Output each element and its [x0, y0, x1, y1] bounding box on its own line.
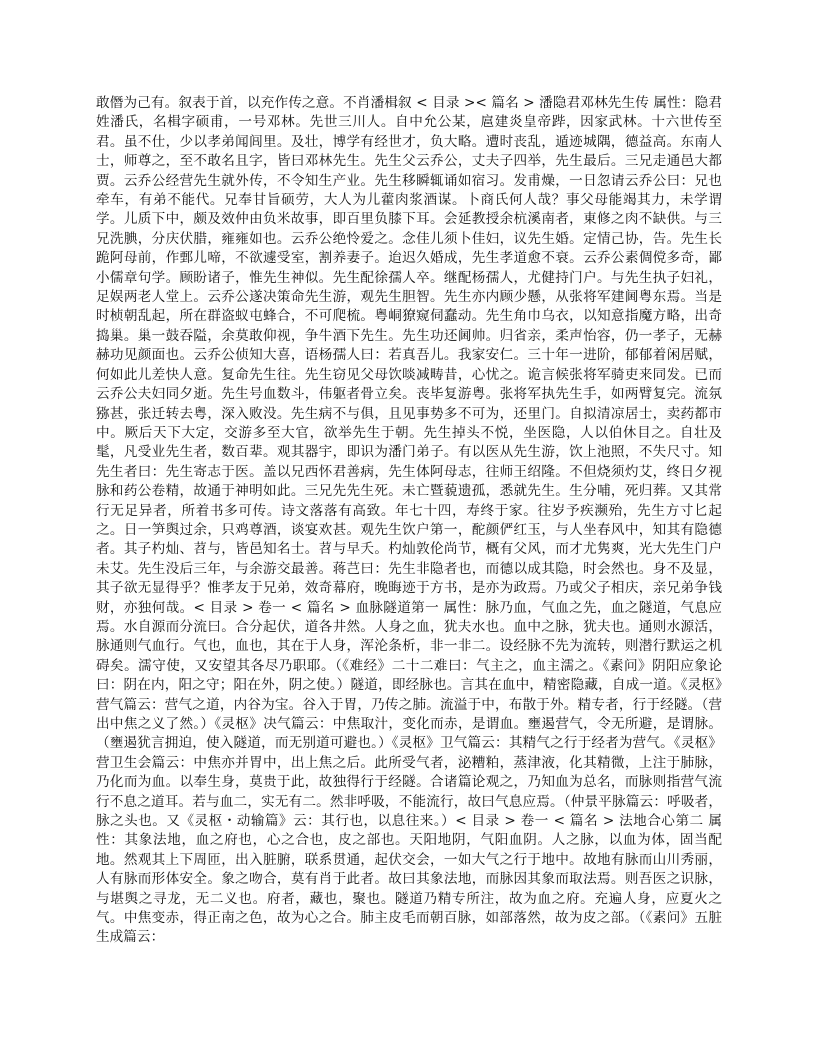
- body-text: 敢僭为己有。叙表于首，以充作传之意。不肖潘楫叙 < 目录 >< 篇名 > 潘隐君邓林先生传 属性：隐君姓潘氏，名楫字硕甫，一号邓林。先世三川人。自中允公某，扈建炎皇帝跸，因家武林。十六世传至君。虽不仕，少以孝弟闻闾里。及壮，博学有经世才，负大略。遭时丧乱，遁迹城隅，德益高。东南人士，师尊之，至不敢名且字，皆曰邓林先生。先生父云乔公，丈夫子四举，先生最后。三兄走通邑大都贾。云乔公经营先生就外传，不令知生产业。先生移瞬辄诵如宿习。发甫燥，一日忽请云乔公曰：兄也牵车，有弟不能代。兄奉甘旨硕劳，大人为儿藿肉浆酒谋。卜商氏何人哉？事父母能竭其力，未学谓学。儿质下中，颇及效仲由负米故事，即百里负膝下耳。会延教授余杭溪南者，東修之肉不缺供。与三兄洗腆，分庆伏腊，雍雍如也。云乔公绝怜爱之。念佳儿须卜佳妇，议先生婚。定情己协，告。先生长跪阿母前，作鄄儿啼，不欲遽受室，割养妻子。迨迟久婚成，先生孝道愈不衰。云乔公素倜傥多奇，鄙小儒章句学。顾盼诸子，惟先生神似。先生配徐孺人卒。继配杨孺人，尤健持门户。与先生执子妇礼，足娱两老人堂上。云乔公遂决策命先生游，观先生胆智。先生亦内顾少懸，从张将军建阃粤东焉。当是时桢朝乱起，所在群盗蚁屯蜂合，不可爬梳。粤峒獠窥伺蠢动。先生角巾乌衣，以知意指魔方略，出奇捣巢。巢一鼓吞隘，余莫敢仰视，争牛酒下先生。先生功还阃帅。归省亲，柔声怡容，仍一孝子，无赫赫功见颜面也。云乔公侦知大喜，语杨孺人曰：若真吾儿。我家安仁。三十年一进阶，郁郁着闲居赋，何如此儿差快人意。复命先生往。先生窃见父母饮啖减畴昔，心忧之。诡言候张将军骑吏来同发。已而云乔公夫妇同夕逝。先生号血数斗，伟躯者骨立矣。丧毕复游粤。张将军执先生手，如两臂复完。流氛猕甚，张迁转去粤，深入败没。先生病不与俱，且见事势多不可为，还里门。自拟清凉居士，卖药都市中。厥后天下大定，交游多至大官，欲举先生于朝。先生掉头不悦，坐医隐，人以伯休目之。自壮及髦，凡受业先生者，数百辈。观其器宇，即识为潘门弟子。有以医从先生游，饮上池照，不失尺寸。知先生者曰：先生寄志于医。盖以兄西怀君善病，先生体阿母志，往师王绍隆。不但烧须灼艾，终日夕视脉和药公卷精，故通于神明如此。三兄先先生死。未亡暨藐遗孤，悉就先生。生分哺，死归葬。又其常行无足异者，所着书多可传。诗文落落有高致。年七十四，寿终于家。往岁予疾濒殆，先生方寸匕起之。日一笋舆过余，只鸡尊酒，谈宴欢甚。观先生饮户第一，酡颜俨红玉，与人坐春风中，知其有隐德者。其子杓灿、苕与，皆邑知名士。苕与早夭。杓灿敦伦尚节，概有父风，而才尤隽爽，光大先生门户未艾。先生没后三年，与余游交最善。蒋芑曰：先生非隐者也，而德以成其隐，时会然也。身不及显，其子欲无显得乎？惟孝友于兄弟，效奇幕府，晚晦迹于方书，是亦为政焉。乃或父子相庆，亲兄弟争钱财，亦独何哉。< 目录 > 卷一 < 篇名 > 血脉隧道第一 属性：脉乃血，气血之先，血之隧道，气息应焉。水自源而分流曰。合分起伏，道各井然。人身之血，犹夫水也。血中之脉，犹夫也。通则水源活，脉通则气血行。气也，血也，其在于人身，浑沦条析，非一非二。设经脉不先为流转，则潜行默运之机碍矣。濡守使，又安望其各尽乃职耶。（《难经》二十二难曰：气主之，血主濡之。《素问》阴阳应象论曰：阴在内，阳之守；阳在外，阴之使。）隧道，即经脉也。言其在血中，精密隐藏，自成一道。《灵枢》营气篇云：营气之道，内谷为宝。谷入于胃，乃传之肺。流溢于中，布散于外。精专者，行于经隧。（营出中焦之义了然。）《灵枢》决气篇云：中焦取汁，变化而赤，是谓血。壅遏营气，令无所避，是谓脉。（壅遏犹言拥迫，使入隧道，而无别道可避也。）《灵枢》卫气篇云：其精气之行于经者为营气。《灵枢》营卫生会篇云：中焦亦并胃中，出上焦之后。此所受气者，泌糟粕，蒸津液，化其精微，上注于肺脉，乃化而为血。以奉生身，莫贵于此，故独得行于经隧。合诸篇论观之，乃知血为总名，而脉则指营气流行不息之道耳。若与血二，实无有二。然非呼吸，不能流行，故曰气息应焉。（仲景平脉篇云：呼吸者，脉之头也。又《灵枢・动输篇》云：其行也，以息往来。）< 目录 > 卷一 < 篇名 > 法地合心第二 属性：其象法地，血之府也，心之合也，皮之部也。天阳地阴，气阳血阴。人之脉，以血为体，固当配地。然观其上下周匝，出入脏腑，联系贯通，起伏交会，一如大气之行于地中。故地有脉而山川秀丽，人有脉而形体安全。象之吻合，莫有肖于此者。故曰其象法地，而脉因其象而取法焉。则吾医之识脉，与堪舆之寻龙，无二义也。府者，藏也，聚也。隧道乃精专所注，故为血之府。充遍人身，应夏火之气。中焦变赤，得正南之色，故为心之合。肺主皮毛而朝百脉，如部落然，故为皮之部。（《素问》五脏生成篇云：: [96, 95, 722, 946]
- document-page: [96, 94, 722, 948]
